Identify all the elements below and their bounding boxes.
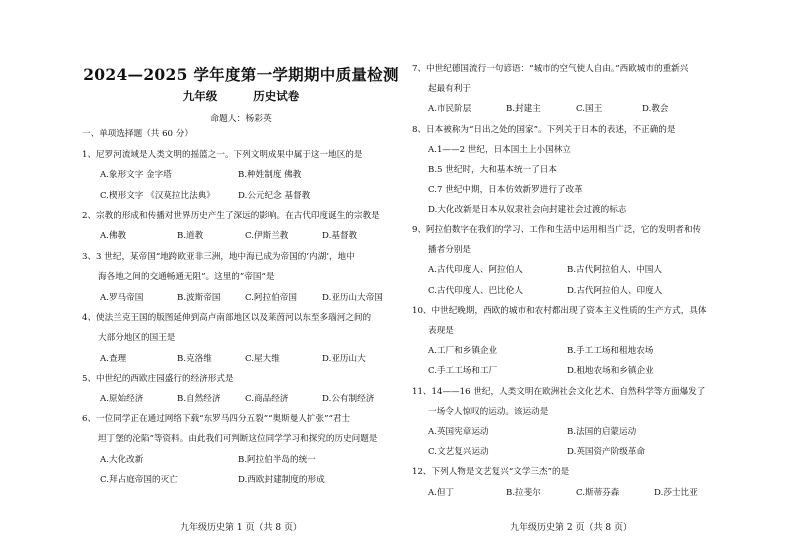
q5-option-b: B.自然经济 — [177, 394, 221, 404]
question-9-line-2: 播者分别是 — [428, 245, 471, 255]
q4-option-c: C.屋大维 — [245, 354, 280, 364]
q11-option-c: C.文艺复兴运动 — [428, 447, 489, 457]
q7-option-a: A.市民阶层 — [428, 104, 472, 114]
q12-option-a: A.但丁 — [428, 488, 455, 498]
q12-option-c: C.斯蒂芬森 — [576, 488, 620, 498]
q3-option-b: B.波斯帝国 — [177, 293, 221, 303]
q9-option-c: C.古代印度人、巴比伦人 — [428, 286, 523, 296]
q2-option-a: A.佛教 — [100, 231, 127, 241]
q3-option-d: D.亚历山大帝国 — [322, 293, 383, 303]
q10-option-a: A.工厂和乡镇企业 — [428, 346, 498, 356]
q4-option-a: A.查理 — [100, 354, 127, 364]
subject-label: 历史试卷 — [253, 89, 300, 103]
question-6-line-2: 坦丁堡的沦陷”等资料。由此我们可判断这位同学学习和探究的历史问题是 — [98, 434, 378, 444]
q3-option-c: C.阿拉伯帝国 — [245, 293, 297, 303]
q7-option-d: D.教会 — [642, 104, 669, 114]
q4-option-b: B.克洛维 — [177, 354, 212, 364]
q11-option-d: D.英国资产阶级革命 — [567, 447, 646, 457]
q3-option-a: A.罗马帝国 — [100, 293, 144, 303]
q2-option-b: B.道教 — [177, 231, 204, 241]
q6-option-a: A.大化改新 — [100, 455, 144, 465]
q10-option-b: B.手工工场和租地农场 — [567, 346, 654, 356]
grade-label: 九年级 — [182, 89, 218, 103]
q9-option-a: A.古代印度人、阿拉伯人 — [428, 265, 523, 275]
question-4-line-2: 大部分地区的国王是 — [98, 333, 176, 343]
question-11-line-1: 11、14——16 世纪，人类文明在欧洲社会文化艺术、自然科学等方面爆发了 — [412, 387, 706, 397]
question-11-line-2: 一场令人惊叹的运动。该运动是 — [428, 407, 549, 417]
question-2: 2、宗教的形成和传播对世界历史产生了深远的影响。在古代印度诞生的宗教是 — [82, 211, 380, 221]
q8-option-c: C.7 世纪中期，日本仿效新罗进行了改革 — [428, 185, 583, 195]
q11-option-b: B.法国的启蒙运动 — [567, 427, 637, 437]
question-12: 12、下列人物是文艺复兴“文学三杰”的是 — [412, 467, 570, 477]
q6-option-b: B.阿拉伯半岛的统一 — [238, 455, 316, 465]
exam-page-1 — [82, 0, 400, 543]
q8-option-a: A.1——2 世纪，日本国土上小国林立 — [428, 145, 571, 155]
question-8: 8、日本被称为“日出之处的国家”。下列关于日本的表述，不正确的是 — [412, 125, 676, 135]
q5-option-c: C.商品经济 — [245, 394, 289, 404]
author-line: 命题人：杨彩英 — [210, 114, 272, 124]
q1-option-c: C.楔形文字 《汉莫拉比法典》 — [100, 191, 215, 201]
q1-option-d: D.公元纪念 基督教 — [238, 191, 311, 201]
q1-option-a: A.象形文字 金字塔 — [100, 170, 172, 180]
question-4-line-1: 4、使法兰克王国的版图延伸到高卢南部地区以及莱茵河以东至多瑙河之间的 — [82, 313, 372, 323]
q9-option-b: B.古代阿拉伯人、中国人 — [567, 265, 662, 275]
question-7-line-2: 起最有利于 — [428, 84, 471, 94]
q12-option-d: D.莎士比亚 — [654, 488, 698, 498]
q6-option-c: C.拜占庭帝国的灭亡 — [100, 475, 178, 485]
q2-option-d: D.基督教 — [322, 231, 358, 241]
exam-title: 2024—2025 学年度第一学期期中质量检测 — [83, 65, 399, 84]
q1-option-b: B.种姓制度 佛教 — [238, 170, 302, 180]
q12-option-b: B.拉斐尔 — [506, 488, 541, 498]
page-footer-2: 九年级历史第 2 页（共 8 页） — [510, 523, 632, 533]
question-5: 5、中世纪的西欧庄园盛行的经济形式是 — [82, 374, 234, 384]
q10-option-c: C.手工工场和工厂 — [428, 366, 498, 376]
exam-subtitle — [82, 88, 400, 104]
question-10-line-2: 表现是 — [428, 326, 454, 336]
question-6-line-1: 6、一位同学正在通过网络下载“东罗马四分五裂”“奥斯曼人扩张”“君士 — [82, 414, 351, 424]
exam-page-2 — [412, 0, 730, 543]
q6-option-d: D.西欧封建制度的形成 — [238, 475, 325, 485]
q9-option-d: D.古代阿拉伯人、印度人 — [567, 286, 663, 296]
question-3-line-2: 海各地之间的交通畅通无阻”。这里的”帝国“是 — [98, 272, 275, 282]
q4-option-d: D.亚历山大 — [322, 354, 366, 364]
q10-option-d: D.租地农场和乡镇企业 — [567, 366, 654, 376]
section-heading: 一、单项选择题（共 60 分） — [82, 129, 193, 139]
q11-option-a: A.英国宪章运动 — [428, 427, 489, 437]
q5-option-d: D.公有制经济 — [322, 394, 375, 404]
q7-option-c: C.国王 — [576, 104, 603, 114]
q8-option-b: B.5 世纪时，大和基本统一了日本 — [428, 165, 557, 175]
question-3-line-1: 3、3 世纪，某帝国“地跨欧亚非三洲，地中海已成为帝国的‘内湖’，地中 — [82, 252, 355, 262]
question-7-line-1: 7、中世纪德国流行一句谚语：“城市的空气使人自由。”西欧城市的重新兴 — [412, 64, 689, 74]
q5-option-a: A.原始经济 — [100, 394, 144, 404]
q8-option-d: D.大化改新是日本从奴隶社会向封建社会过渡的标志 — [428, 205, 627, 215]
question-1: 1、尼罗河流域是人类文明的摇篮之一。下列文明成果中属于这一地区的是 — [82, 150, 363, 160]
q7-option-b: B.封建主 — [506, 104, 541, 114]
page-footer-1: 九年级历史第 1 页（共 8 页） — [180, 523, 302, 533]
q2-option-c: C.伊斯兰教 — [245, 231, 289, 241]
question-9-line-1: 9、阿拉伯数字在我们的学习、工作和生活中运用相当广泛，它的发明者和传 — [412, 225, 702, 235]
question-10-line-1: 10、中世纪晚期，西欧的城市和农村都出现了资本主义性质的生产方式，具体 — [412, 306, 707, 316]
